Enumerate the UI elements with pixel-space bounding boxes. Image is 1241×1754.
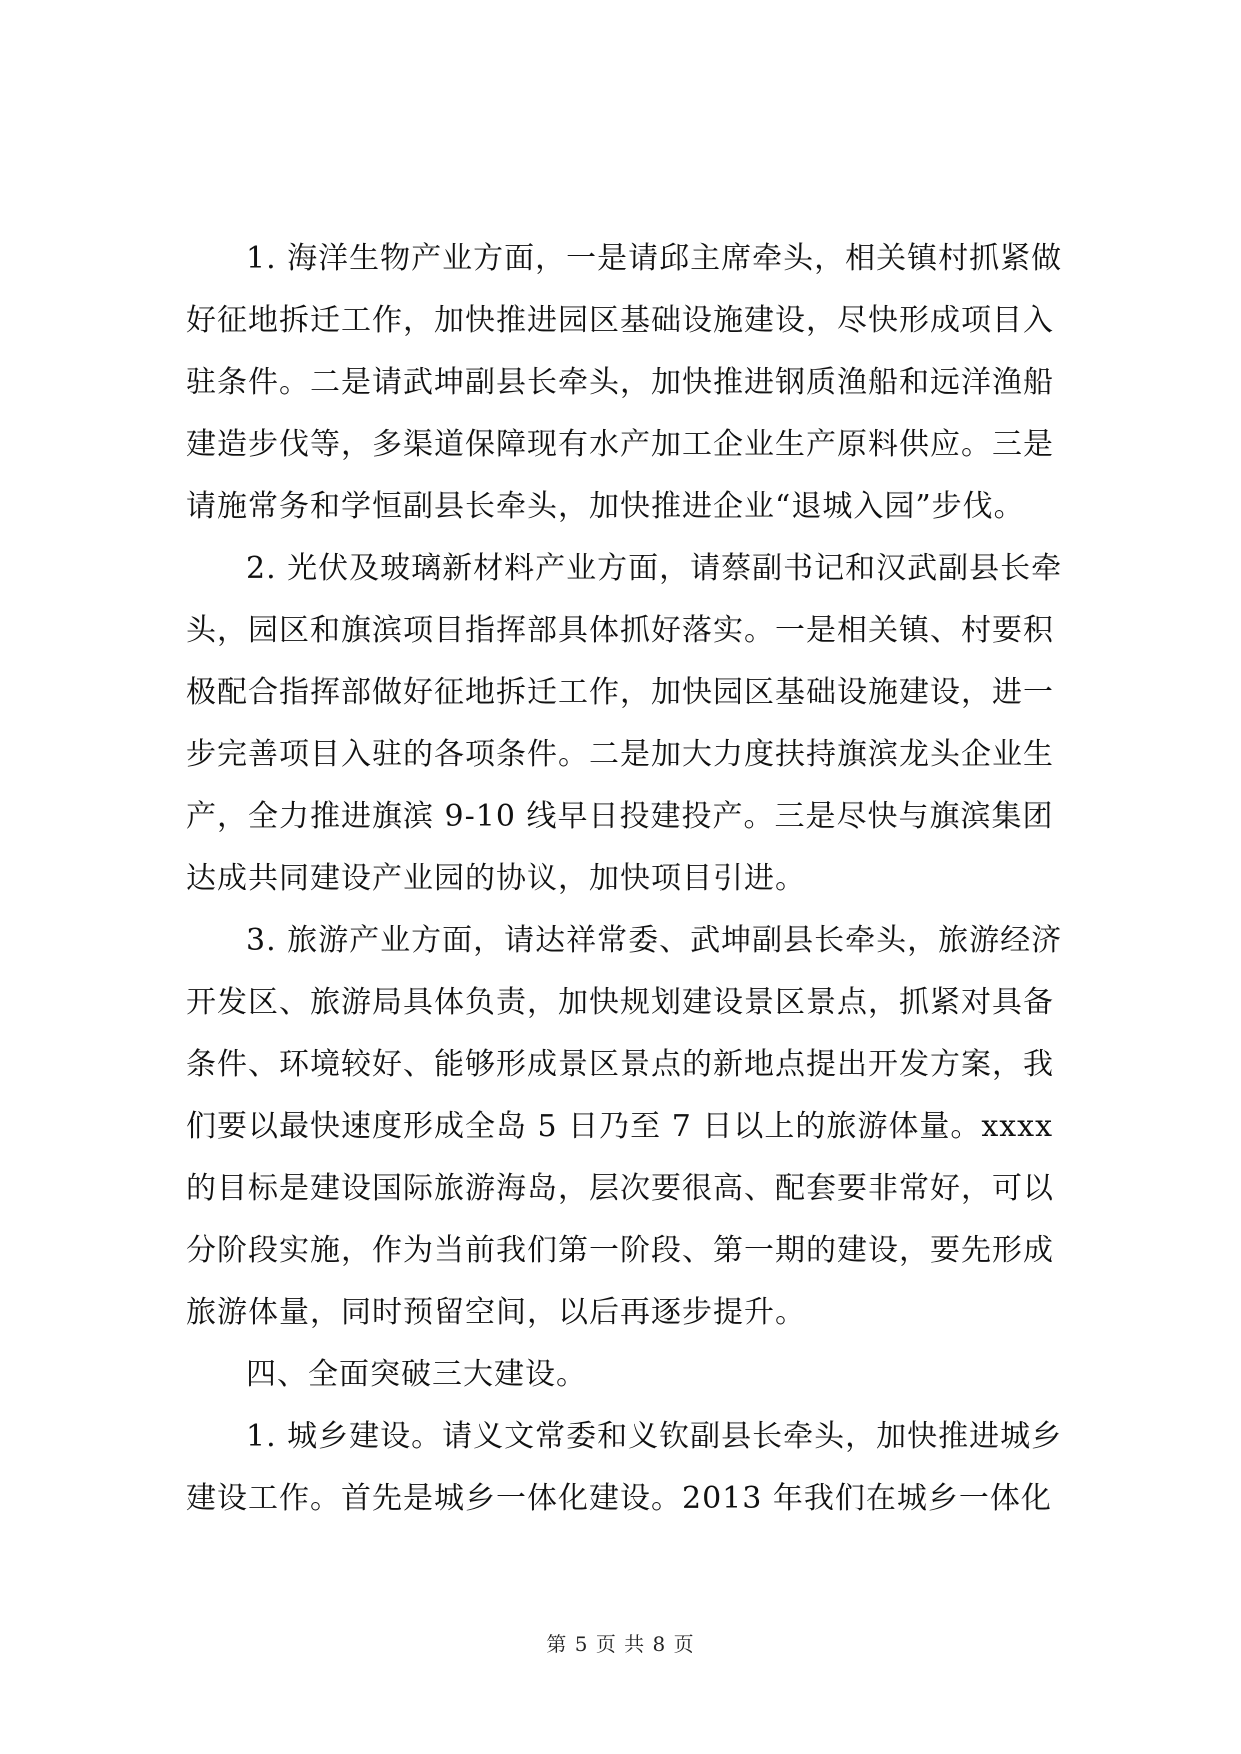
paragraph-photovoltaic-glass: 2. 光伏及玻璃新材料产业方面，请蔡副书记和汉武副县长牵 头，园区和旗滨项目指挥部具体抓好落实。一是相关镇、村要积 极配合指挥部做好征地拆迁工作，加快园区基础设施建设，进一 步完善项目入驻的各项条件。二是加大力度扶持旗滨龙头企业生 产，全力推进旗滨 9-10 线早日投建投产。三是尽快与旗滨集团 达成共同建设产业园的协议，加快项目引进。 [186,551,1063,896]
paragraph-marine-biology: 1. 海洋生物产业方面，一是请邱主席牵头，相关镇村抓紧做 好征地拆迁工作，加快推进园区基础设施建设，尽快形成项目入 驻条件。二是请武坤副县长牵头，加快推进钢质渔船和远洋渔船 建造步伐等，多渠道保障现有水产加工企业生产原料供应。三是 请施常务和学恒副县长牵头，加快推进企业“退城入园”步伐。 [186,241,1063,524]
paragraph-tourism: 3. 旅游产业方面，请达祥常委、武坤副县长牵头，旅游经济 开发区、旅游局具体负责，加快规划建设景区景点，抓紧对具备 条件、环境较好、能够形成景区景点的新地点提出开发方案，我 们要以最快速度形成全岛 5 日乃至 7 日以上的旅游体量。xxxx 的目标是建设国际旅游海岛，层次要很高、配套要非常好，可以 分阶段实施，作为当前我们第一阶段、第一期的建设，要先形成 旅游体量，同时预留空间，以后再逐步提升。 [186,923,1063,1330]
page-number-footer: 第 5 页 共 8 页 [546,1632,695,1656]
section-heading-four: 四、全面突破三大建设。 [246,1357,587,1392]
paragraph-urban-rural: 1. 城乡建设。请义文常委和义钦副县长牵头，加快推进城乡 建设工作。首先是城乡一体化建设。2013 年我们在城乡一体化 [186,1419,1063,1516]
document-body [186,228,1086,1530]
